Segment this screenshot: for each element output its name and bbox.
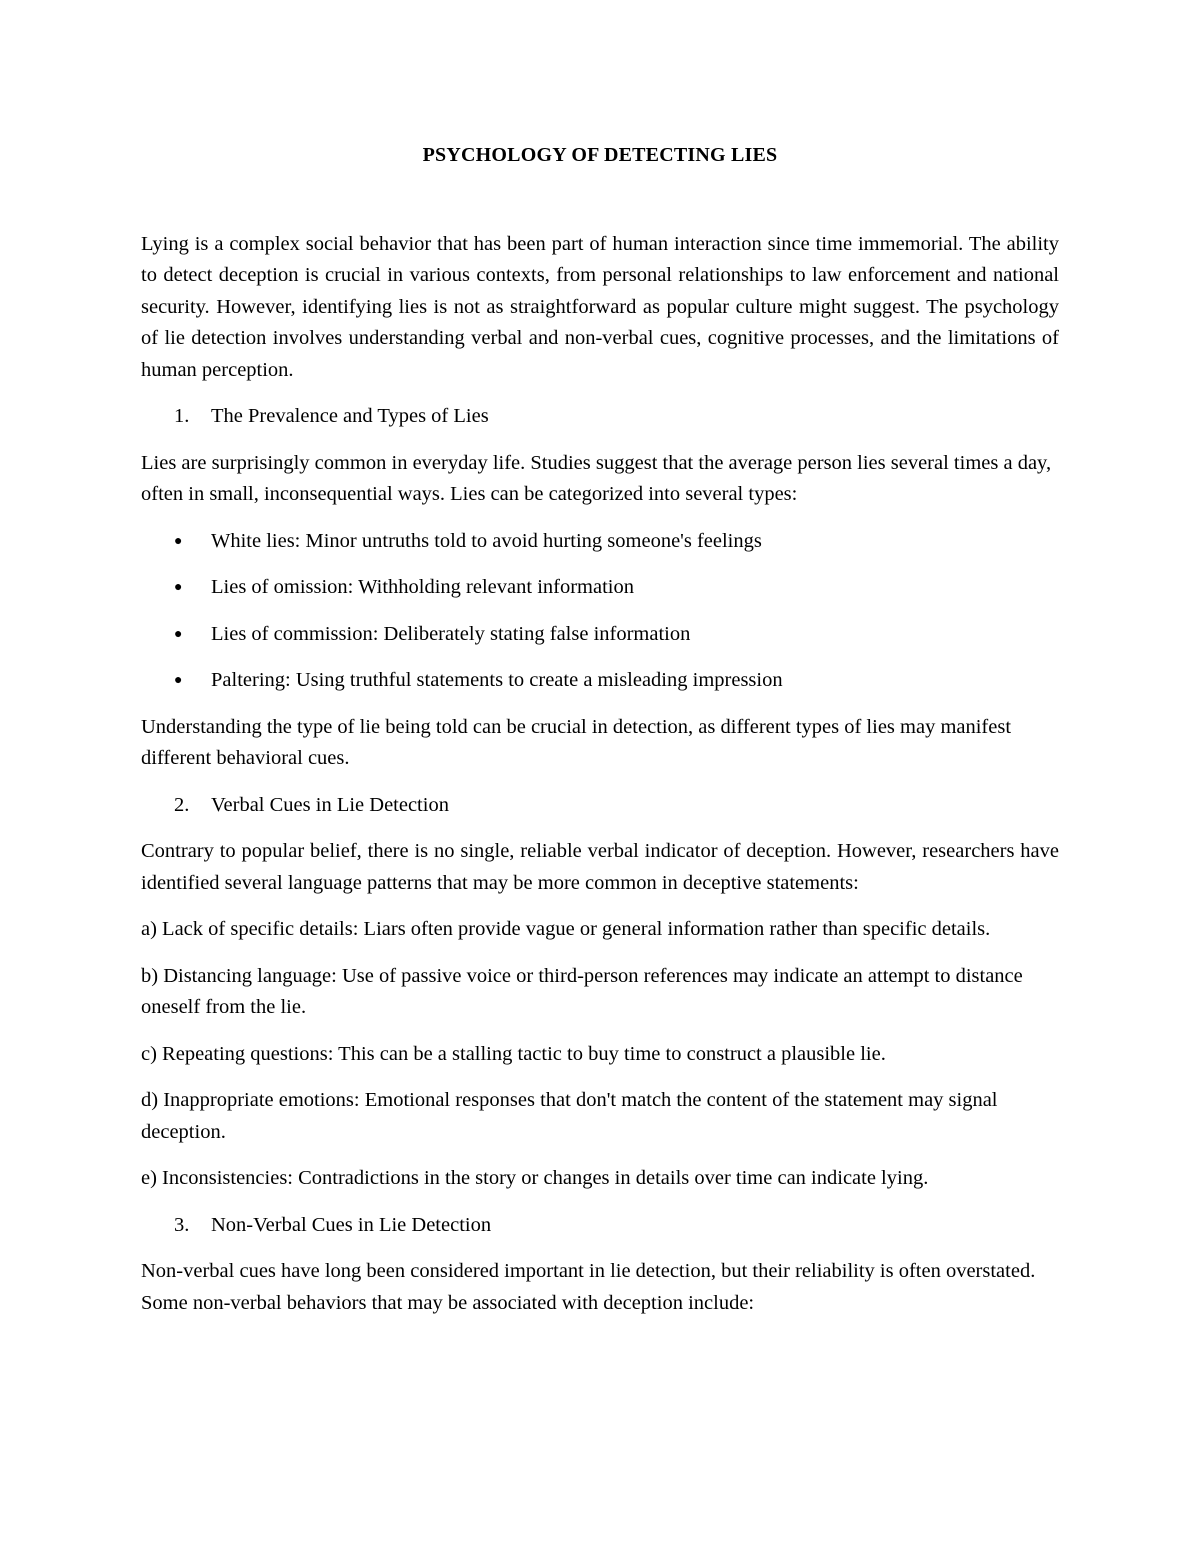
section-heading-2 [141,790,1059,822]
document-title: PSYCHOLOGY OF DETECTING LIES [422,144,778,166]
lie-types-list [141,526,1059,697]
bullet-icon: ● [174,626,183,642]
list-item-text: Paltering: Using truthful statements to create a misleading impression [211,669,783,691]
section-closing-paragraph: Understanding the type of lie being told can be crucial in detection, as different types of lies may manifest different behavioral cues. [141,715,1012,769]
verbal-cue-item: a) Lack of specific details: Liars often provide vague or general information rather than specific details. [141,918,991,940]
bullet-icon: ● [174,673,183,688]
list-item-text: Lies of omission: Withholding relevant information [211,576,634,598]
list-item [141,526,1059,558]
section-title: Non-Verbal Cues in Lie Detection [211,1213,492,1236]
list-item-text: Lies of commission: Deliberately stating false information [211,622,691,645]
verbal-cue-item: d) Inappropriate emotions: Emotional responses that don't match the content of the statement may signal deception. [141,1089,998,1143]
bullet-icon: ● [174,580,183,595]
section-paragraph: Contrary to popular belief, there is no single, reliable verbal indicator of deception. However, researchers have identified several language patterns that may be more common in deceptive statements: [141,840,1059,894]
section-title: The Prevalence and Types of Lies [211,405,489,427]
verbal-cue-item: b) Distancing language: Use of passive voice or third-person references may indicate an attempt to distance oneself from the lie. [141,964,1023,1018]
section-paragraph: Lies are surprisingly common in everyday life. Studies suggest that the average person lies several times a day, often in small, inconsequential ways. Lies can be categorized into several types: [141,451,1052,505]
section-paragraph: Non-verbal cues have long been considered important in lie detection, but their reliability is often overstated. Some non-verbal behaviors that may be associated with deception include: [141,1260,1036,1314]
section-heading-3 [141,1210,1059,1242]
section-number: 1. [174,405,190,427]
verbal-cue-item: c) Repeating questions: This can be a stalling tactic to buy time to construct a plausible lie. [141,1042,886,1065]
section-number: 2. [174,793,190,816]
document-body [141,140,1059,1334]
list-item [141,665,1059,697]
section-title: Verbal Cues in Lie Detection [211,793,449,816]
intro-paragraph: Lying is a complex social behavior that has been part of human interaction since time immemorial. The ability to detect deception is crucial in various contexts, from personal relationships to law enforcement and national security. However, identifying lies is not as straightforward as popular culture might suggest. The psychology of lie detection involves understanding verbal and non-verbal cues, cognitive processes, and the limitations of human perception. [141,232,1059,381]
section-heading-1 [141,401,1059,433]
section-number: 3. [174,1213,190,1236]
list-item [141,572,1059,604]
bullet-icon: ● [174,533,183,549]
list-item-text: White lies: Minor untruths told to avoid hurting someone's feelings [211,529,762,552]
verbal-cue-item: e) Inconsistencies: Contradictions in the story or changes in details over time can indicate lying. [141,1167,929,1189]
list-item [141,619,1059,651]
